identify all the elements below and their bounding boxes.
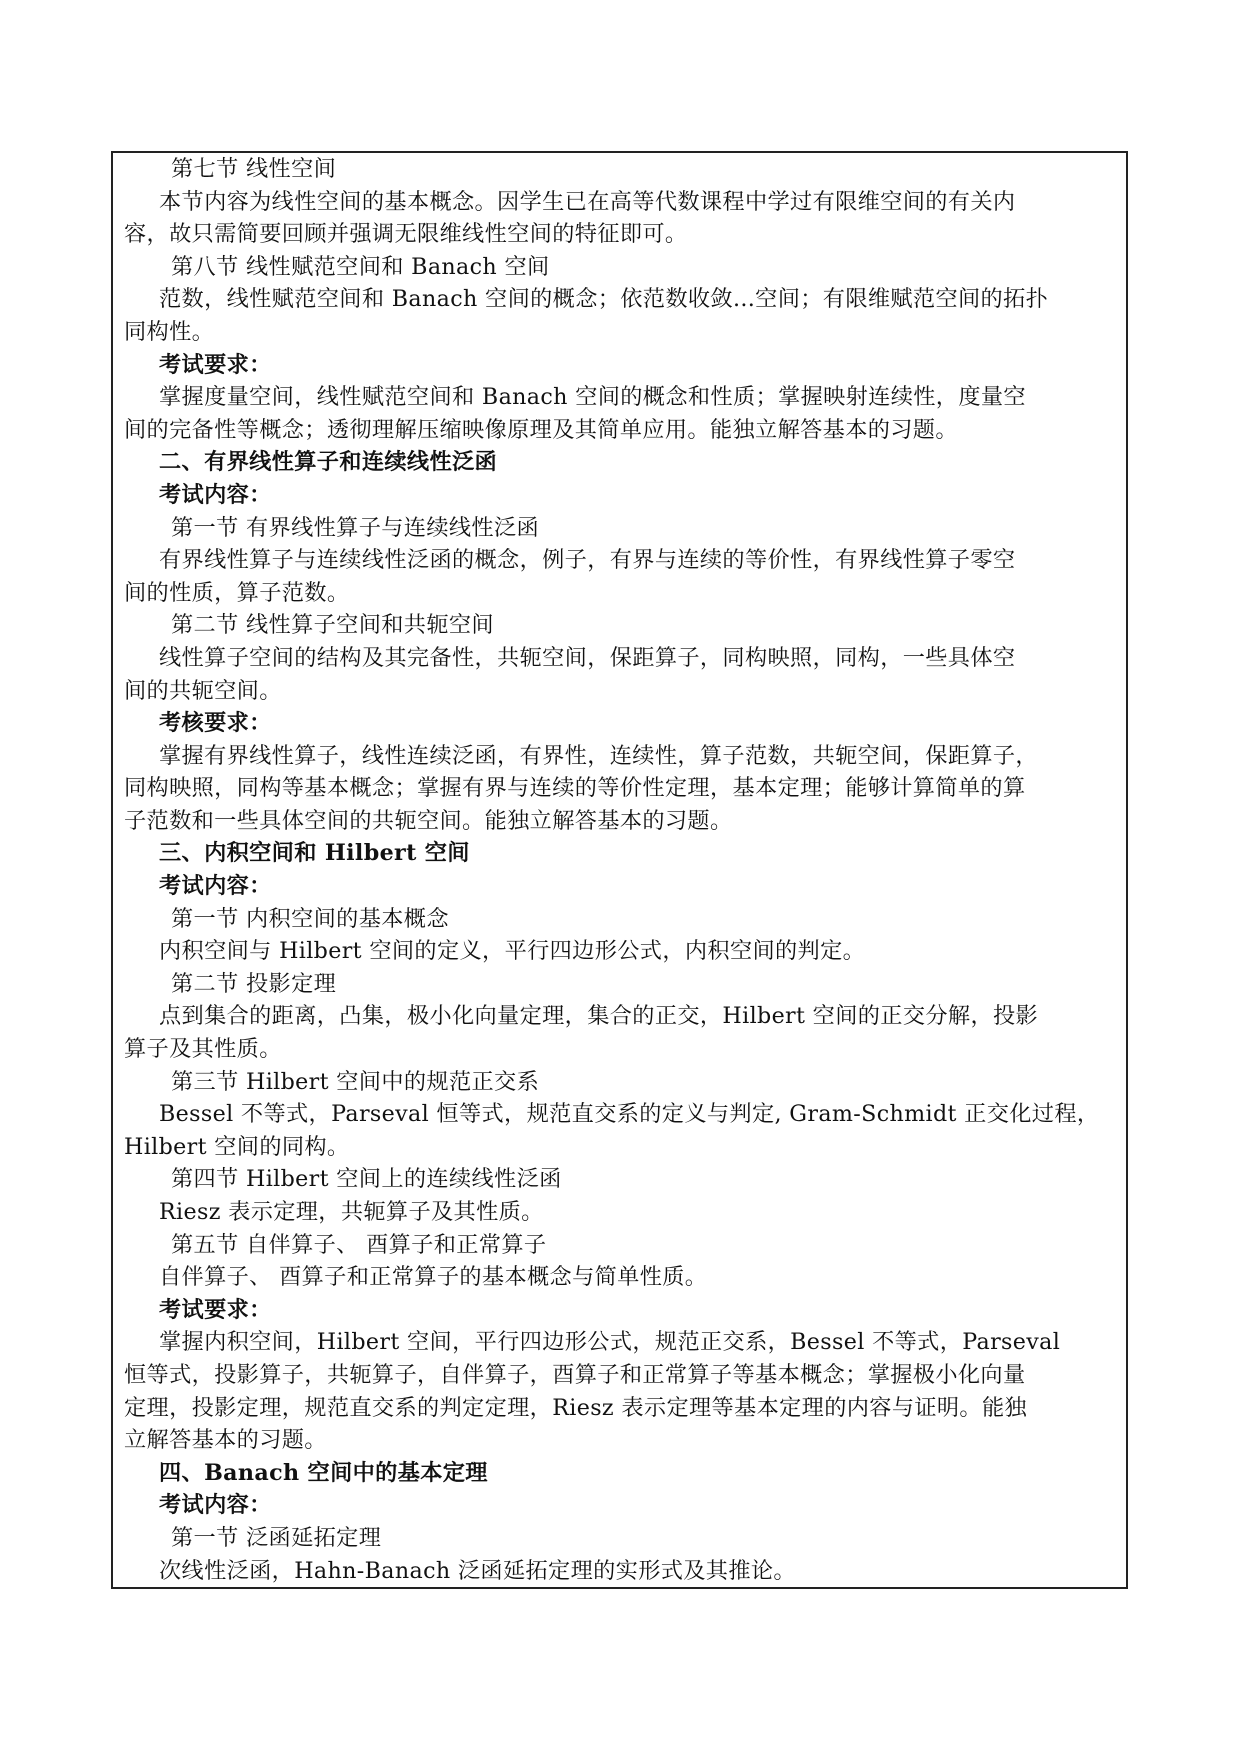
text-line: 第五节 自伴算子、 酉算子和正常算子 bbox=[171, 1231, 547, 1258]
text-line: 考试内容： bbox=[159, 1492, 272, 1519]
text-line: 定理，投影定理，规范直交系的判定定理，Riesz 表示定理等基本定理的内容与证明。能独 bbox=[124, 1394, 1028, 1421]
text-line: 第二节 投影定理 bbox=[171, 970, 337, 997]
text-line: Riesz 表示定理，共轭算子及其性质。 bbox=[159, 1199, 544, 1225]
text-line: 点到集合的距离，凸集，极小化向量定理，集合的正交，Hilbert 空间的正交分解，投影 bbox=[159, 1003, 1039, 1030]
text-line: 三、内积空间和 Hilbert 空间 bbox=[159, 840, 470, 867]
text-line: 本节内容为线性空间的基本概念。因学生已在高等代数课程中学过有限维空间的有关内 bbox=[159, 188, 1016, 215]
text-line: 四、Banach 空间中的基本定理 bbox=[159, 1459, 488, 1486]
text-line: 范数，线性赋范空间和 Banach 空间的概念；依范数收敛...空间；有限维赋范空间的拓扑 bbox=[159, 286, 1049, 313]
text-line: 次线性泛函，Hahn-Banach 泛函延拓定理的实形式及其推论。 bbox=[159, 1557, 796, 1584]
text-line: 第二节 线性算子空间和共轭空间 bbox=[171, 612, 494, 639]
text-line: 立解答基本的习题。 bbox=[124, 1427, 327, 1454]
text-line: 考核要求： bbox=[159, 710, 272, 737]
text-line: 间的性质，算子范数。 bbox=[124, 579, 350, 606]
text-line: 掌握度量空间，线性赋范空间和 Banach 空间的概念和性质；掌握映射连续性，度量空 bbox=[159, 384, 1026, 411]
text-line: 第一节 内积空间的基本概念 bbox=[171, 905, 449, 932]
document-body bbox=[124, 153, 1117, 1587]
text-line: 第七节 线性空间 bbox=[171, 156, 337, 182]
text-line: 同构性。 bbox=[124, 318, 215, 345]
text-line: 算子及其性质。 bbox=[124, 1036, 282, 1063]
text-line: 考试要求： bbox=[159, 1296, 272, 1323]
text-line: 有界线性算子与连续线性泛函的概念，例子，有界与连续的等价性，有界线性算子零空 bbox=[159, 547, 1016, 574]
text-line: Bessel 不等式，Parseval 恒等式，规范直交系的定义与判定, Gram-Schmidt 正交化过程， bbox=[159, 1101, 1100, 1128]
text-line: 线性算子空间的结构及其完备性，共轭空间，保距算子，同构映照，同构，一些具体空 bbox=[159, 644, 1016, 671]
text-line: 第一节 有界线性算子与连续线性泛函 bbox=[171, 514, 540, 541]
text-line: 考试内容： bbox=[159, 481, 272, 508]
text-line: 内积空间与 Hilbert 空间的定义，平行四边形公式，内积空间的判定。 bbox=[159, 938, 866, 965]
text-line: 间的共轭空间。 bbox=[124, 677, 282, 704]
text-line: 间的完备性等概念；透彻理解压缩映像原理及其简单应用。能独立解答基本的习题。 bbox=[124, 416, 958, 443]
text-line: 掌握内积空间，Hilbert 空间，平行四边形公式，规范正交系，Bessel 不等式，Parseval bbox=[159, 1329, 1061, 1356]
text-line: 掌握有界线性算子，线性连续泛函，有界性，连续性，算子范数，共轭空间，保距算子， bbox=[159, 742, 1038, 769]
text-line: 考试要求： bbox=[159, 351, 272, 378]
text-line: 考试内容： bbox=[159, 873, 272, 900]
text-line: 第一节 泛函延拓定理 bbox=[171, 1524, 382, 1551]
text-line: Hilbert 空间的同构。 bbox=[124, 1133, 350, 1160]
text-line: 第四节 Hilbert 空间上的连续线性泛函 bbox=[171, 1166, 562, 1193]
text-line: 子范数和一些具体空间的共轭空间。能独立解答基本的习题。 bbox=[124, 807, 733, 834]
text-line: 第八节 线性赋范空间和 Banach 空间 bbox=[171, 253, 550, 280]
text-line: 第三节 Hilbert 空间中的规范正交系 bbox=[171, 1068, 540, 1095]
text-line: 同构映照，同构等基本概念；掌握有界与连续的等价性定理，基本定理；能够计算简单的算 bbox=[124, 775, 1026, 802]
text-line: 容，故只需简要回顾并强调无限维线性空间的特征即可。 bbox=[124, 221, 688, 248]
text-line: 自伴算子、 酉算子和正常算子的基本概念与简单性质。 bbox=[159, 1264, 708, 1291]
text-line: 二、有界线性算子和连续线性泛函 bbox=[159, 449, 498, 476]
text-line: 恒等式，投影算子，共轭算子，自伴算子，酉算子和正常算子等基本概念；掌握极小化向量 bbox=[124, 1361, 1026, 1388]
